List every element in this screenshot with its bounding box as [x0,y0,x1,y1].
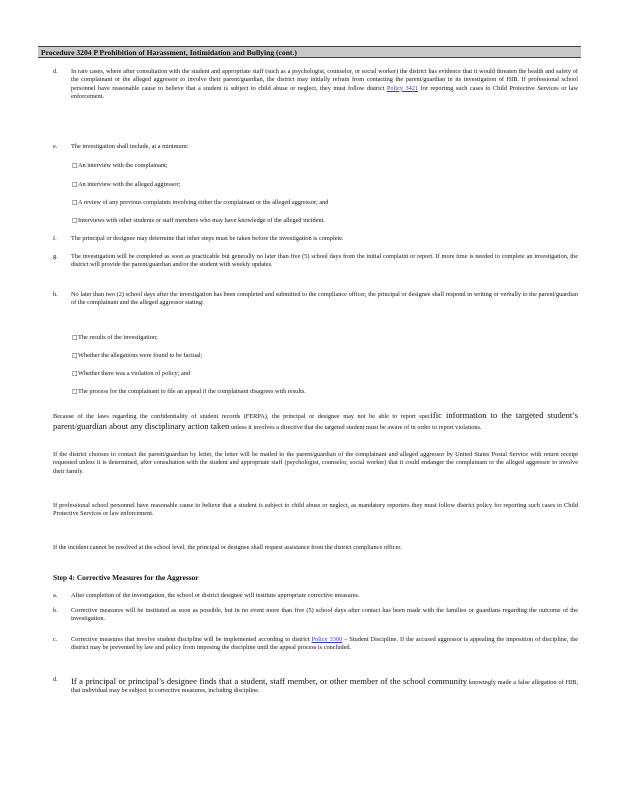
item-label: a. [53,592,58,599]
bullet-icon: □ [72,181,78,188]
item-text: Corrective measures that involve student discipline will be implemented according to district [71,636,310,643]
bullet-icon: □ [72,370,78,377]
item-h [53,291,578,308]
step4-item-d [53,676,578,696]
bullet-icon: □ [72,334,78,341]
item-label: c. [53,636,58,643]
mail-paragraph [53,451,578,476]
bullet-text: Whether there was a violation of policy; and [78,370,191,377]
item-text: After completion of the investigation, the school or district designee will institute appropriate corrective measures. [71,592,360,599]
bullet-text: A review of any previous complaints involving either the complainant or the alleged aggressor; and [78,199,329,206]
step4-heading: Step 4: Corrective Measures for the Aggressor [53,573,199,582]
item-g [53,253,578,270]
bullet-text: The results of the investigation; [78,334,158,341]
bullet-item [72,370,578,378]
bullet-icon: □ [72,162,78,169]
step4-item-b [53,607,578,624]
item-f [53,235,578,243]
ferpa-paragraph [53,410,578,433]
item-text: The principal or designee may determine that other steps must be taken before the investigation is complete. [71,235,344,242]
bullet-item [72,162,578,170]
item-text: – Student Discipline. If the accused aggressor is appealing the imposition of discipline, the district may be prevented by law and policy from imposing the discipline until the appeal process is concluded. [71,636,579,652]
policy-3300-link[interactable]: Policy 3300 [311,636,343,643]
item-label: d. [53,676,58,683]
item-e [53,143,578,151]
bullet-icon: □ [72,388,78,395]
item-label: g. [53,253,58,260]
item-label: f. [53,235,57,242]
bullet-item [72,388,578,396]
step4-item-c [53,636,579,653]
item-label: b. [53,607,58,614]
item-text: No later than two (2) school days after the investigation has been completed and submitted to the compliance officer, the principal or designee shall respond in writing or verbally to the parent/guardian of the complainant and the alleged aggressor stating: [71,291,578,307]
bullet-icon: □ [72,217,78,224]
item-text: In rare cases, where after consultation with the student and appropriate staff (such as a psychologist, counselor, or social worker) the district has evidence that it would threaten the health and safety of the complainant or the alleged aggressor to involve their parent/guardian, the district may initially refrain from contacting the parent/guardian in its investigation of HIB. If professional school personnel have reasonable cause to believe that a student is subject to child abuse or neglect, they must follow district [71,68,578,92]
unresolved-paragraph [53,544,578,552]
item-text: Corrective measures will be instituted as soon as possible, but in no event more than five (5) school days after contact has been made with the families or guardians regarding the outcome of the investigation. [71,607,578,623]
paragraph-text: Because of the laws regarding the confidentiality of student records (FERPA), the principal or designee may not be able to report spec [53,413,431,420]
paragraph-text: If professional school personnel have reasonable cause to believe that a student is subject to child abuse or neglect, as mandatory reporters they must follow district policy for reporting such cases to Child Protective Services or law enforcement. [53,502,578,518]
bullet-item [72,334,578,342]
step4-item-a [53,592,578,600]
item-text: The investigation will be completed as soon as practicable but generally no later than five (5) school days from the initial complaint or report. If more time is needed to complete an investigation, the district will provide the parent/guardian and/or the student with weekly updates. [71,253,578,269]
bullet-item [72,199,578,207]
item-label: h. [53,291,58,298]
bullet-item [72,181,578,189]
bullet-text: Whether the allegations were found to be factual; [78,352,203,359]
item-text: for reporting such cases to Child Protective Services or law enforcement. [71,84,579,100]
bullet-icon: □ [72,352,78,359]
item-d [53,68,579,101]
procedure-header: Procedure 3204 P Prohibition of Harassment, Intimidation and Bullying (cont.) [38,46,581,58]
policy-3421-link[interactable]: Policy 3421 [386,84,419,92]
bullet-text: An interview with the complainant; [78,162,168,169]
abuse-paragraph [53,502,578,519]
item-text-large: If a principal or principal’s designee finds that a student, staff member, or other member of the school community [71,676,468,686]
bullet-icon: □ [72,199,78,206]
item-text: The investigation shall include, at a minimum: [71,143,189,150]
item-label: e. [53,143,58,150]
paragraph-text-large: ific information to the targeted student’s parent/guardian about any disciplinary action taken [53,410,578,432]
bullet-text: The process for the complainant to file an appeal if the complainant disagrees with results. [78,388,306,395]
bullet-item [72,352,578,360]
paragraph-text: If the incident cannot be resolved at the school level, the principal or designee shall request assistance from the district compliance officer. [53,544,402,551]
bullet-item [72,217,578,225]
item-text: knowingly made a false allegation of HIB, that individual may be subject to corrective measures, including discipline. [71,679,578,695]
paragraph-text: unless it involves a directive that the targeted student must be aware of in order to report violations. [230,424,482,432]
paragraph-text: If the district chooses to contact the parent/guardian by letter, the letter will be mailed to the parent/guardian of the complainant and alleged aggressor by United States Postal Service with return receipt requested unless it is determined, after consultation with the student and appropriate staff (psychologist, counselor, social worker) that it could endanger the complainant or the alleged aggressor to involve their family. [53,451,578,475]
bullet-text: An interview with the alleged aggressor; [78,181,181,188]
bullet-text: Interviews with other students or staff members who may have knowledge of the alleged incident. [78,217,325,224]
item-label: d. [53,68,58,75]
